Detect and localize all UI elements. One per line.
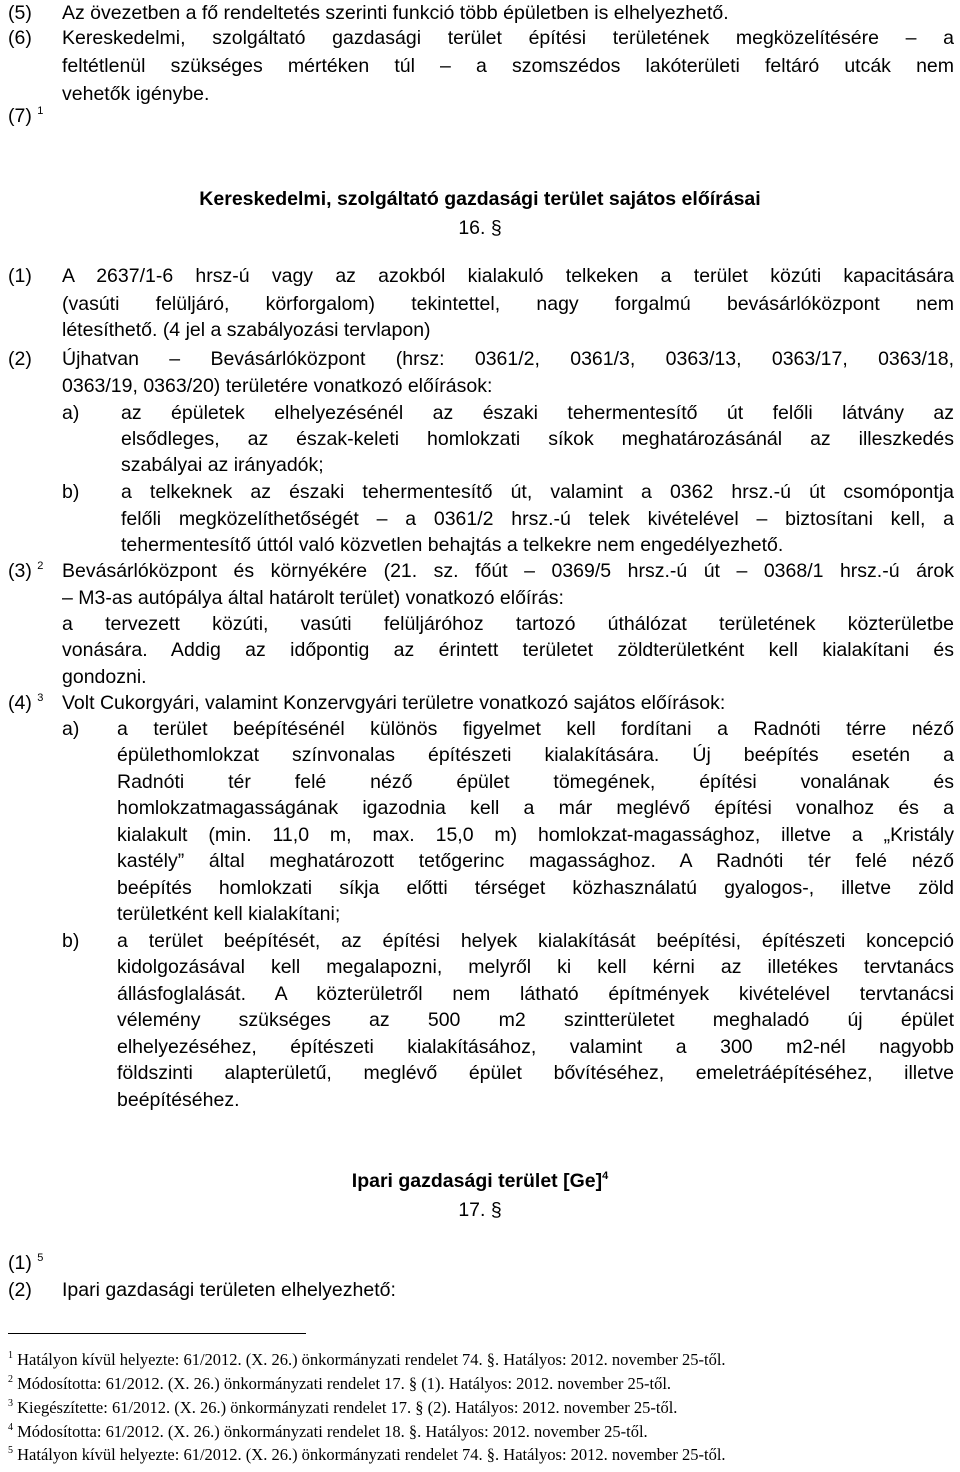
- text-line: vonására. Addig az időpontig az érintett területet zöldterületként kell kialakítani és: [62, 639, 954, 661]
- footnote-ref: 1: [37, 105, 44, 117]
- text-line: kidolgozásával kell megalapozni, melyről ki kell kérni az illetékes tervtanács: [117, 956, 954, 978]
- text-line: kialakult (min. 11,0 m, max. 15,0 m) homlokzat-magassághoz, illetve a „Kristály: [117, 824, 954, 846]
- paragraph-text: Volt Cukorgyári, valamint Konzervgyári területre vonatkozó sajátos előírások:: [62, 692, 726, 714]
- text-line: földszinti alapterületű, meglévő épület bővítéséhez, emeletráépítéséhez, illetve: [117, 1062, 954, 1084]
- text-line: vélemény szükséges az 500 m2 szintterületet meghaladó új épület: [117, 1009, 954, 1031]
- footnote-ref: 4: [602, 1170, 609, 1182]
- text-line: tehermentesítő úttól való közvetlen behajtás a telkekre nem engedélyezhető.: [121, 534, 784, 556]
- text-line: elsődleges, az észak-keleti homlokzati síkok meghatározásánál az illeszkedés: [121, 428, 954, 450]
- paragraph-text: Az övezetben a fő rendeltetés szerinti funkció több épületben is elhelyezhető.: [62, 2, 729, 24]
- text-line: vehetők igénybe.: [62, 83, 210, 105]
- section-number: 16. §: [458, 217, 502, 239]
- text-line: (vasúti felüljáró, körforgalom) tekintettel, nagy forgalmú bevásárlóközpont nem: [62, 293, 954, 315]
- section-title: Kereskedelmi, szolgáltató gazdasági terület sajátos előírásai: [199, 188, 761, 210]
- footnote: $^4$ Módosította: 61/2012. (X. 26.) önkormányzati rendelet 18. §. Hatályos: 2012. november 25-től.: [8, 1422, 648, 1441]
- section-title: Ipari gazdasági terület $[Ge]^4$: [351, 1170, 609, 1192]
- section-number: 17. §: [458, 1199, 502, 1221]
- list-label: a): [62, 718, 80, 740]
- paragraph-number: (2): [8, 1279, 32, 1301]
- text-line: elhelyezéséhez, építészeti kialakításához, valamint a 300 m2-nél nagyobb: [117, 1036, 954, 1058]
- text-line: a terület beépítését, az építési helyek kialakítását beépítési, építészeti koncepció: [117, 930, 954, 952]
- paragraph-number: (6): [8, 27, 32, 49]
- paragraph-number: (4) $^3$: [8, 692, 44, 714]
- text-line: Bevásárlóközpont és környékére (21. sz. főút – 0369/5 hrsz.-ú út – 0368/1 hrsz.-ú árok: [62, 560, 954, 582]
- text-line: kastély” által meghatározott tetőgerinc magassághoz. A Radnóti tér felé néző: [117, 850, 954, 872]
- text-line: az épületek elhelyezésénél az északi tehermentesítő út felőli látvány az: [121, 402, 954, 424]
- paragraph-number: (7) $^1$: [8, 105, 44, 127]
- text-line: létesíthető. (4 jel a szabályozási tervlapon): [62, 319, 431, 341]
- text-line: a tervezett közúti, vasúti felüljáróhoz tartozó úthálózat területének közterületbe: [62, 613, 954, 635]
- text-line: 0363/19, 0363/20) területére vonatkozó előírások:: [62, 375, 493, 397]
- footnote-separator: [8, 1333, 306, 1334]
- text-line: a terület beépítésénél különös figyelmet kell fordítani a Radnóti térre néző: [117, 718, 954, 740]
- text-line: felőli megközelíthetőségét – a 0361/2 hrsz.-ú telek kivételével – biztosítani kell, a: [121, 508, 954, 530]
- text-line: Kereskedelmi, szolgáltató gazdasági terület építési területének megközelítésére – a: [62, 27, 954, 49]
- paragraph-number: (1): [8, 265, 32, 287]
- footnote-ref: 2: [37, 560, 44, 572]
- paragraph-number: (2): [8, 348, 32, 370]
- list-label: a): [62, 402, 80, 424]
- footnote: $^5$ Hatályon kívül helyezte: 61/2012. (X. 26.) önkormányzati rendelet 74. §. Hatályos: 2012. november 25-től.: [8, 1445, 726, 1464]
- text-line: épülethomlokzat színvonalas építészeti kialakítására. Új beépítés esetén a: [117, 744, 954, 766]
- text-line: szabályai az irányadók;: [121, 454, 324, 476]
- text-line: – M3-as autópálya által határolt terület) vonatkozó előírás:: [62, 587, 564, 609]
- text-line: területként kell kialakítani;: [117, 903, 341, 925]
- text-line: Újhatvan – Bevásárlóközpont (hrsz: 0361/2, 0361/3, 0363/13, 0363/17, 0363/18,: [62, 348, 954, 370]
- footnote-ref: 5: [37, 1252, 44, 1264]
- text-line: A 2637/1-6 hrsz-ú vagy az azokból kialakuló telkeken a terület közúti kapacitására: [62, 265, 954, 287]
- text-line: beépítéséhez.: [117, 1089, 240, 1111]
- paragraph-number: (1) $^5$: [8, 1252, 44, 1274]
- footnote: $^1$ Hatályon kívül helyezte: 61/2012. (X. 26.) önkormányzati rendelet 74. §. Hatályos: 2012. november 25-től.: [8, 1350, 726, 1369]
- text-line: a telkeknek az északi tehermentesítő út, valamint a 0362 hrsz.-ú út csomópontja: [121, 481, 954, 503]
- text-line: homlokzatmagasságának igazodnia kell a már meglévő építési vonalhoz és a: [117, 797, 954, 819]
- list-label: b): [62, 481, 80, 503]
- paragraph-text: Ipari gazdasági területen elhelyezhető:: [62, 1279, 396, 1301]
- text-line: gondozni.: [62, 666, 147, 688]
- paragraph-number: (3) $^2$: [8, 560, 44, 582]
- text-line: állásfoglalását. A közterületről nem látható építmények kivételével tervtanácsi: [117, 983, 954, 1005]
- list-label: b): [62, 930, 80, 952]
- text-line: feltétlenül szükséges mértéken túl – a szomszédos lakóterületi feltáró utcák nem: [62, 55, 954, 77]
- paragraph-number: (5): [8, 2, 32, 24]
- text-line: beépítés homlokzati síkja előtti térséget közhasználatú gyalogos-, illetve zöld: [117, 877, 954, 899]
- text-line: Radnóti tér felé néző épület tömegének, építési vonalának és: [117, 771, 954, 793]
- footnote: $^3$ Kiegészítette: 61/2012. (X. 26.) önkormányzati rendelet 17. § (2). Hatályos: 2012. november 25-től.: [8, 1398, 678, 1417]
- footnote: $^2$ Módosította: 61/2012. (X. 26.) önkormányzati rendelet 17. § (1). Hatályos: 2012. november 25-től.: [8, 1374, 672, 1393]
- footnote-ref: 3: [37, 692, 44, 704]
